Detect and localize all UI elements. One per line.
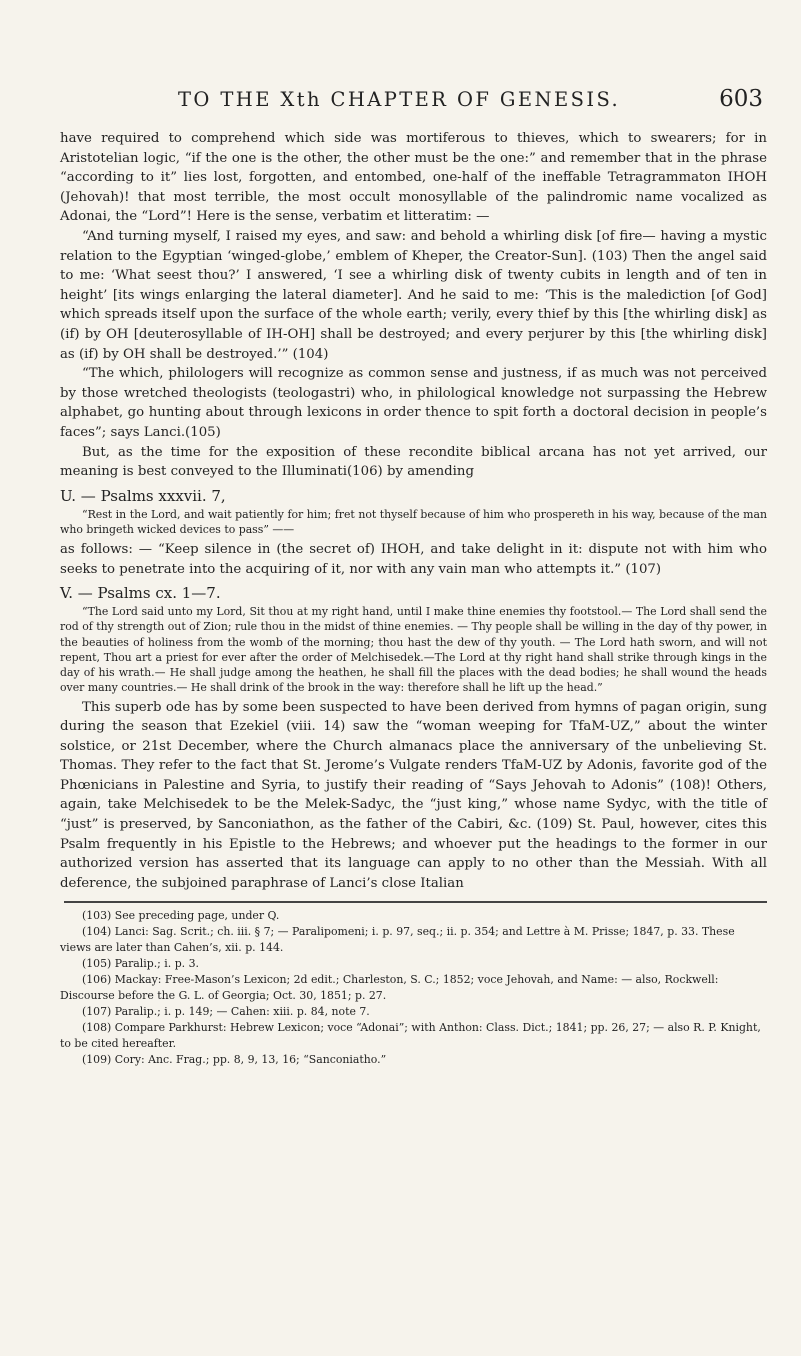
footnote: (106) Mackay: Free-Mason’s Lexicon; 2d edit.; Charleston, S. C.; 1852; voce Jehovah, and Name: — also, Rockwell: Discourse before the G. L. of Georgia; Oct. 30, 1851; p. 27. [60,973,719,1003]
body-paragraph: have required to comprehend which side was mortiferous to thieves, which to swearers; for in Aristotelian logic, “if the one is the other, the other must be the one:” and remember that in the phrase “according to it” lies lost, forgotten, and entombed, one-half of the ineffable Tetragrammaton IHOH (Jehovah)! that most terrible, the most occult monosyllable of the palindromic name vocalized as Adonai, the “Lord”! Here is the sense, verbatim et litteratim: — [60,131,767,225]
footnote: (104) Lanci: Sag. Scrit.; ch. iii. § 7; — Paralipomeni; i. p. 97, seq.; ii. p. 354; and Lettre à M. Prisse; 1847, p. 33. These views are later than Cahen’s, xii. p. 144. [60,925,735,955]
footnote: (108) Compare Parkhurst: Hebrew Lexicon; voce “Adonai”; with Anthon: Class. Dict.; 1841; pp. 26, 27; — also R. P. Knight, to be cited hereafter. [60,1021,761,1051]
footnote: (103) See preceding page, under Q. [82,909,280,923]
body-paragraph: “And turning myself, I raised my eyes, and saw: and behold a whirling disk [of fire— having a mystic relation to the Egyptian ‘winged-globe,’ emblem of Kheper, the Creator-Sun]. (103) Then the angel said to me: ‘What seest thou?’ I answered, ‘I see a whirling disk of twenty cubits in length and of ten in height’ [its wings enlarging the lateral diameter]. And he said to me: ‘This is the malediction [of God] which spreads itself upon the surface of the whole earth; verily, every thief by this [the whirling disk] as (if) by OH [deuterosyllable of IH-OH] shall be destroyed; and every perjurer by this [the whirling disk] as (if) by OH shall be destroyed.’” (104) [60,228,767,362]
page-number: 603 [719,86,763,112]
footnote: (105) Paralip.; i. p. 3. [82,957,199,971]
footnote: (107) Paralip.; i. p. 149; — Cahen: xiii. p. 84, note 7. [82,1005,370,1019]
body-paragraph: This superb ode has by some been suspected to have been derived from hymns of pagan origin, sung during the season that Ezekiel (viii. 14) saw the “woman weeping for TfaM-UZ,” about the winter solstice, or 21st December, where the Church almanacs place the anniversary of the unbelieving St. Thomas. They refer to the fact that St. Jerome’s Vulgate renders TfaM-UZ by Adonis, favorite god of the Phœnicians in Palestine and Syria, to justify their reading of “Says Jehovah to Adonis” (108)! Others, again, take Melchisedek to be the Melek-Sadyc, the “just king,” whose name Sydyc, with the title of “just” is preserved, by Sanconiathon, as the father of the Cabiri, &c. (109) St. Paul, however, cites this Psalm frequently in his Epistle to the Hebrews; and whoever put the headings to the former in our authorized version has asserted that its language can apply to no other than the Messiah. With all deference, the subjoined paraphrase of Lanci’s close Italian [60,699,767,891]
page-body [60,129,767,1068]
body-paragraph: as follows: — “Keep silence in (the secret of) IHOH, and take delight in it: dispute not with him who seeks to penetrate into the acquiring of it, nor with any vain man who attempts it.” (107) [60,542,767,577]
footnote-divider [64,901,767,903]
scripture-quote: “The Lord said unto my Lord, Sit thou at my right hand, until I make thine enemies thy footstool.— The Lord shall send the rod of thy strength out of Zion; rule thou in the midst of thine enemies. — Thy people shall be willing in the day of thy power, in the beauties of holiness from the womb of the morning; thou hast the dew of thy youth. — The Lord hath sworn, and will not repent, Thou art a priest for ever after the order of Melchisedek.—The Lord at thy right hand shall strike through kings in the day of his wrath.— He shall judge among the heathen, he shall fill the places with the dead bodies; he shall wound the heads over many countries.— He shall drink of the brook in the way: therefore shall he lift up the head.” [60,605,767,695]
footnote: (109) Cory: Anc. Frag.; pp. 8, 9, 13, 16; “Sanconiatho.” [82,1053,387,1067]
scripture-quote: “Rest in the Lord, and wait patiently for him; fret not thyself because of him who prospereth in his way, because of the man who bringeth wicked devices to pass” —— [60,507,767,536]
footnotes [60,908,767,1068]
section-heading-v: V. — Psalms cx. 1—7. [60,584,221,603]
running-title: TO THE Xth CHAPTER OF GENESIS. [178,88,621,111]
body-paragraph: “The which, philologers will recognize as common sense and justness, if as much was not perceived by those wretched theologists (teologastri) who, in philological knowledge not surpassing the Hebrew alphabet, go hunting about through lexicons in order thence to spit forth a doctoral decision in people’s faces”; says Lanci.(105) [60,366,767,440]
section-heading-u: U. — Psalms xxxvii. 7, [60,486,226,505]
body-paragraph: But, as the time for the exposition of these recondite biblical arcana has not yet arrived, our meaning is best conveyed to the Illuminati(106) by amending [60,444,767,480]
page-header [60,86,767,118]
